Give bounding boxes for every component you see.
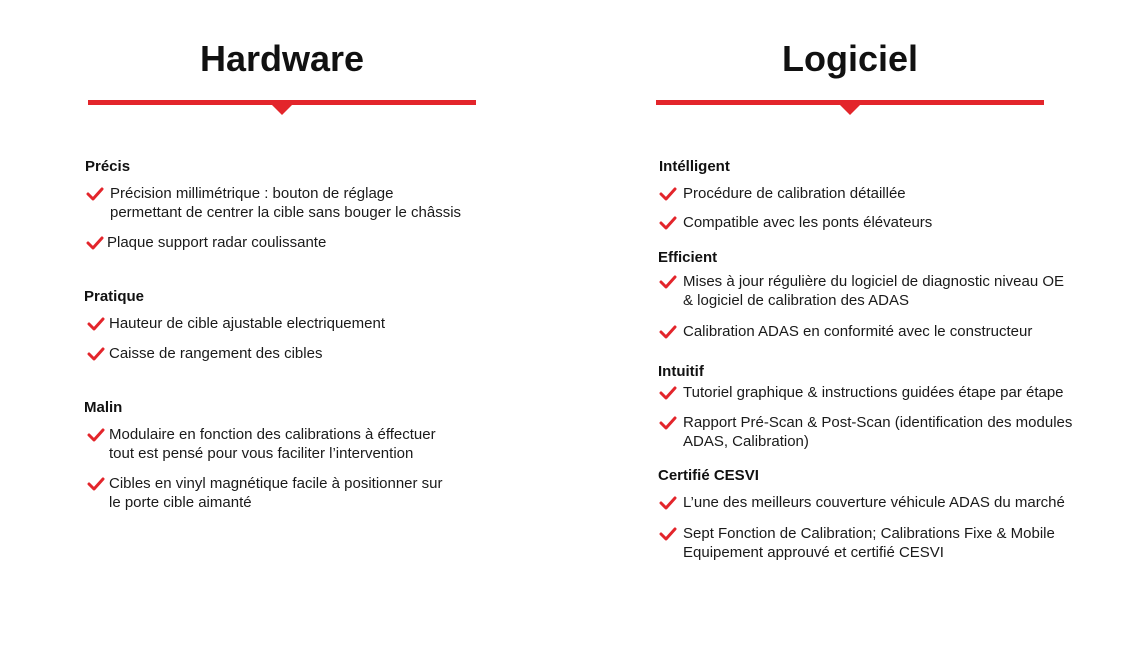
check-icon [659,415,677,431]
check-icon [659,385,677,401]
check-icon [87,476,105,492]
check-icon [86,235,104,251]
divider-notch-icon [272,105,292,115]
check-icon [86,186,104,202]
check-icon [659,324,677,340]
section-title-pratique: Pratique [84,288,145,305]
divider-notch-icon [840,105,860,115]
hardware-title: Hardware [199,38,365,79]
section-title-efficient: Efficient [658,249,718,266]
check-icon [659,495,677,511]
check-icon [659,526,677,542]
logiciel-title: Logiciel [781,38,919,79]
check-icon [87,427,105,443]
logiciel-divider [656,100,1044,105]
section-title-precis: Précis [85,158,131,175]
section-title-intuitif: Intuitif [658,363,704,380]
hardware-divider [88,100,476,105]
check-icon [659,274,677,290]
section-title-intelligent: Intélligent [659,158,730,175]
check-icon [87,346,105,362]
section-title-certifie-cesvi: Certifié CESVI [658,467,759,484]
check-icon [87,316,105,332]
section-title-malin: Malin [84,399,123,416]
check-icon [659,186,677,202]
check-icon [659,215,677,231]
